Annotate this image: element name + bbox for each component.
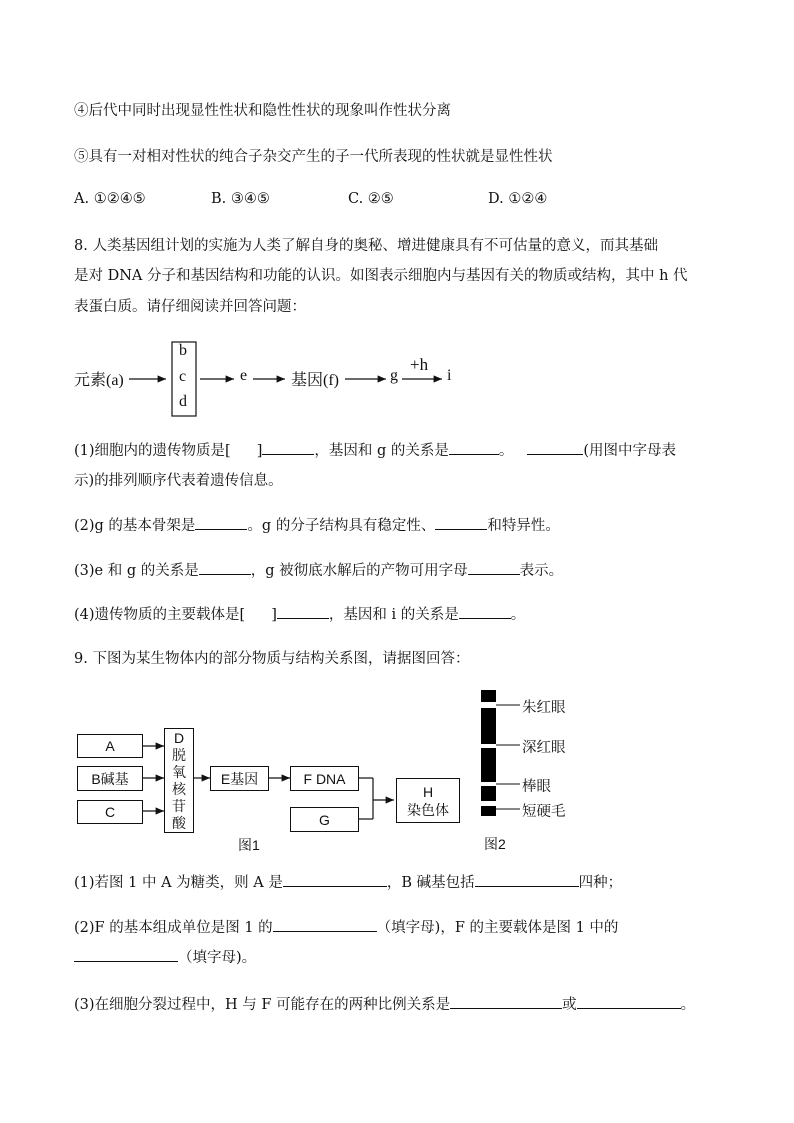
box-h-chromosome: H 染色体	[396, 778, 460, 823]
figure2-caption: 图2	[484, 836, 506, 852]
q8-flow-diagram	[70, 335, 470, 425]
option-a: A. ①②④⑤	[74, 191, 146, 207]
blank[interactable]	[74, 947, 178, 962]
diagram-gene-f: 基因(f)	[291, 372, 339, 389]
gene-label-bar-eye: 棒眼	[522, 779, 551, 795]
q8-intro-line3: 表蛋白质。请仔细阅读并回答问题：	[74, 299, 306, 315]
blank[interactable]	[450, 994, 562, 1009]
diagram-d: d	[179, 393, 187, 410]
blank[interactable]	[195, 515, 247, 530]
box-e-gene: E基因	[210, 766, 269, 791]
q9-part2-line1: (2)F 的基本组成单位是图 1 的 （填字母)，F 的主要载体是图 1 中的	[74, 917, 618, 938]
q8-part4: (4)遗传物质的主要载体是[ ] ，基因和 i 的关系是 。	[74, 604, 525, 625]
blank[interactable]	[577, 994, 681, 1009]
figure1-caption: 图1	[238, 837, 260, 853]
q8-intro-line2: 是对 DNA 分子和基因结构和功能的认识。如图表示细胞内与基因有关的物质或结构，其中 h 代	[74, 268, 688, 284]
blank[interactable]	[283, 872, 387, 887]
q9-figure-2	[470, 688, 610, 858]
q8-part1-line1: (1)细胞内的遗传物质是[ ] ，基因和 g 的关系是 。 (用图中字母表	[74, 440, 676, 461]
diagram-b: b	[179, 342, 187, 359]
box-g: G	[290, 807, 359, 832]
blank[interactable]	[262, 440, 314, 455]
gene-label-dark-red-eye: 深红眼	[522, 740, 566, 756]
q9-part1: (1)若图 1 中 A 为糖类，则 A 是 ，B 碱基包括 四种；	[74, 872, 622, 893]
diagram-e: e	[240, 367, 248, 384]
q8-part3: (3)e 和 g 的关系是 ，g 被彻底水解后的产物可用字母 表示。	[74, 560, 563, 581]
blank[interactable]	[527, 440, 583, 455]
diagram-c: c	[179, 368, 187, 385]
blank[interactable]	[199, 560, 251, 575]
diagram-plus-h: +h	[410, 355, 429, 374]
q9-intro: 9. 下图为某生物体内的部分物质与结构关系图，请据图回答：	[74, 651, 470, 667]
q9-figure-1	[70, 720, 470, 860]
blank[interactable]	[468, 560, 520, 575]
blank[interactable]	[277, 604, 329, 619]
statement-5: ⑤具有一对相对性状的纯合子杂交产生的子一代所表现的性状就是显性性状	[74, 149, 553, 165]
box-f-dna: F DNA	[290, 766, 359, 791]
statement-4: ④后代中同时出现显性性状和隐性性状的现象叫作性状分离	[74, 103, 451, 119]
q8-part1-line2: 示)的排列顺序代表着遗传信息。	[74, 473, 283, 489]
q8-part2: (2)g 的基本骨架是 。g 的分子结构具有稳定性、 和特异性。	[74, 515, 560, 536]
diagram-g: g	[390, 367, 398, 384]
box-d-deoxynucleotide: D 脱 氧 核 苷 酸	[164, 728, 194, 833]
diagram-element-a: 元素(a)	[74, 372, 124, 389]
q8-intro-line1: 8. 人类基因组计划的实施为人类了解自身的奥秘、增进健康具有不可估量的意义，而其基础	[74, 238, 658, 254]
option-b: B. ③④⑤	[211, 191, 270, 207]
blank[interactable]	[475, 872, 579, 887]
option-d: D. ①②④	[488, 191, 548, 207]
box-a: A	[77, 734, 143, 758]
diagram-arrows	[70, 335, 470, 425]
q9-part2-line2: （填字母)。	[74, 947, 256, 968]
gene-label-short-bristle: 短硬毛	[522, 804, 566, 820]
blank[interactable]	[459, 604, 511, 619]
blank[interactable]	[449, 440, 499, 455]
blank[interactable]	[273, 917, 377, 932]
q9-part3: (3)在细胞分裂过程中，H 与 F 可能存在的两种比例关系是 或 。	[74, 994, 695, 1015]
diagram-i: i	[447, 367, 452, 384]
box-c: C	[77, 800, 143, 824]
box-b-base: B碱基	[77, 766, 143, 791]
gene-label-vermilion-eye: 朱红眼	[522, 700, 566, 716]
blank[interactable]	[435, 515, 487, 530]
option-c: C. ②⑤	[348, 191, 394, 207]
